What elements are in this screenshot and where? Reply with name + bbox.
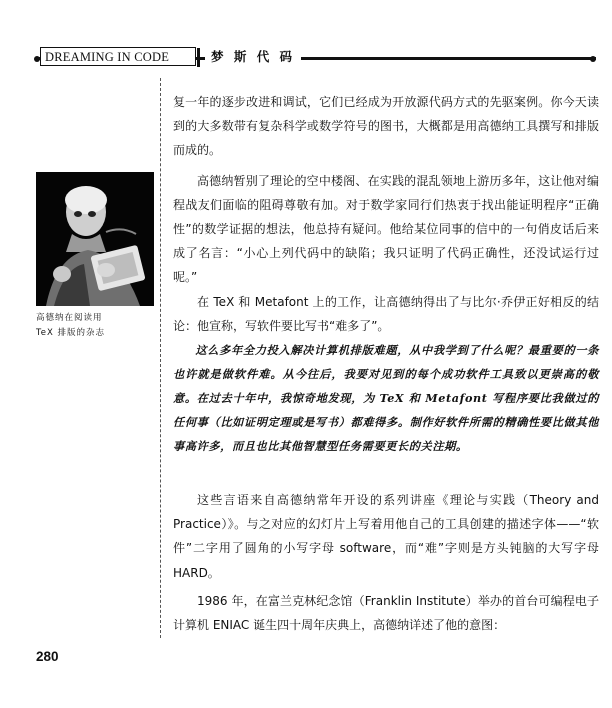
photo-caption: [36, 311, 156, 341]
paragraph-3: 在 TeX 和 Metafont 上的工作，让高德纳得出了与比尔·乔伊正好相反的结论：他宣称，写软件要比写书“难多了”。: [173, 294, 599, 333]
photo-caption-line-2: TeX 排版的杂志: [36, 328, 106, 338]
margin-divider: [160, 78, 161, 638]
body-bottom: [173, 488, 599, 637]
book-title-cn: 梦 斯 代 码: [205, 47, 301, 67]
page-number: 280: [36, 649, 59, 664]
paragraph-2: 高德纳暂别了理论的空中楼阁、在实践的混乱领地上游历多年，这让他对编程战友们面临的阻碍尊敬有加。对于数学家同行们热衷于找出能证明程序“正确性”的数学证据的想法，他总持有疑问。他给某位同事的信中的一句俏皮话后来成了名言：“小心上列代码中的缺陷；我只证明了代码正确性，还没试运行过呢。”: [173, 173, 599, 285]
paragraph-1: 复一年的逐步改进和调试，它们已经成为开放源代码方式的先驱案例。你今天读到的大多数带有复杂科学或数学符号的图书，大概都是用高德纳工具撰写和排版而成的。: [173, 95, 599, 158]
knuth-photo: [36, 172, 154, 306]
header-divider: [197, 48, 200, 67]
paragraph-5: 1986 年，在富兰克林纪念馆（Franklin Institute）举办的首台可编程电子计算机 ENIAC 诞生四十周年庆典上，高德纳详述了他的意图：: [173, 593, 599, 633]
block-quote: 这么多年全力投入解决计算机排版难题，从中我学到了什么呢？最重要的一条也许就是做软件难。从今往后，我要对见到的每个成功软件工具致以更崇高的敬意。在过去十年中，我惊奇地发现，为 TeX 和 Metafont 写程序要比我做过的任何事（比如证明定理或是写书）都难得多。制作好软件所需的精确性要比做其他事高许多，而且也比其他智慧型任务需要更长的关注期。: [173, 343, 599, 453]
body-top: [173, 90, 599, 338]
header-rule-dot-right: [590, 56, 596, 62]
book-title-en: DREAMING IN CODE: [40, 47, 196, 66]
knuth-photo-image: [36, 172, 154, 306]
paragraph-4: 这些言语来自高德纳常年开设的系列讲座《理论与实践（Theory and Practice）》。与之对应的幻灯片上写着用他自己的工具创建的描述字体——“软件”二字用了圆角的小写字母 software，而“难”字则是方头钝脑的大写字母 HARD。: [173, 493, 599, 580]
photo-caption-line-1: 高德纳在阅读用: [36, 313, 103, 323]
